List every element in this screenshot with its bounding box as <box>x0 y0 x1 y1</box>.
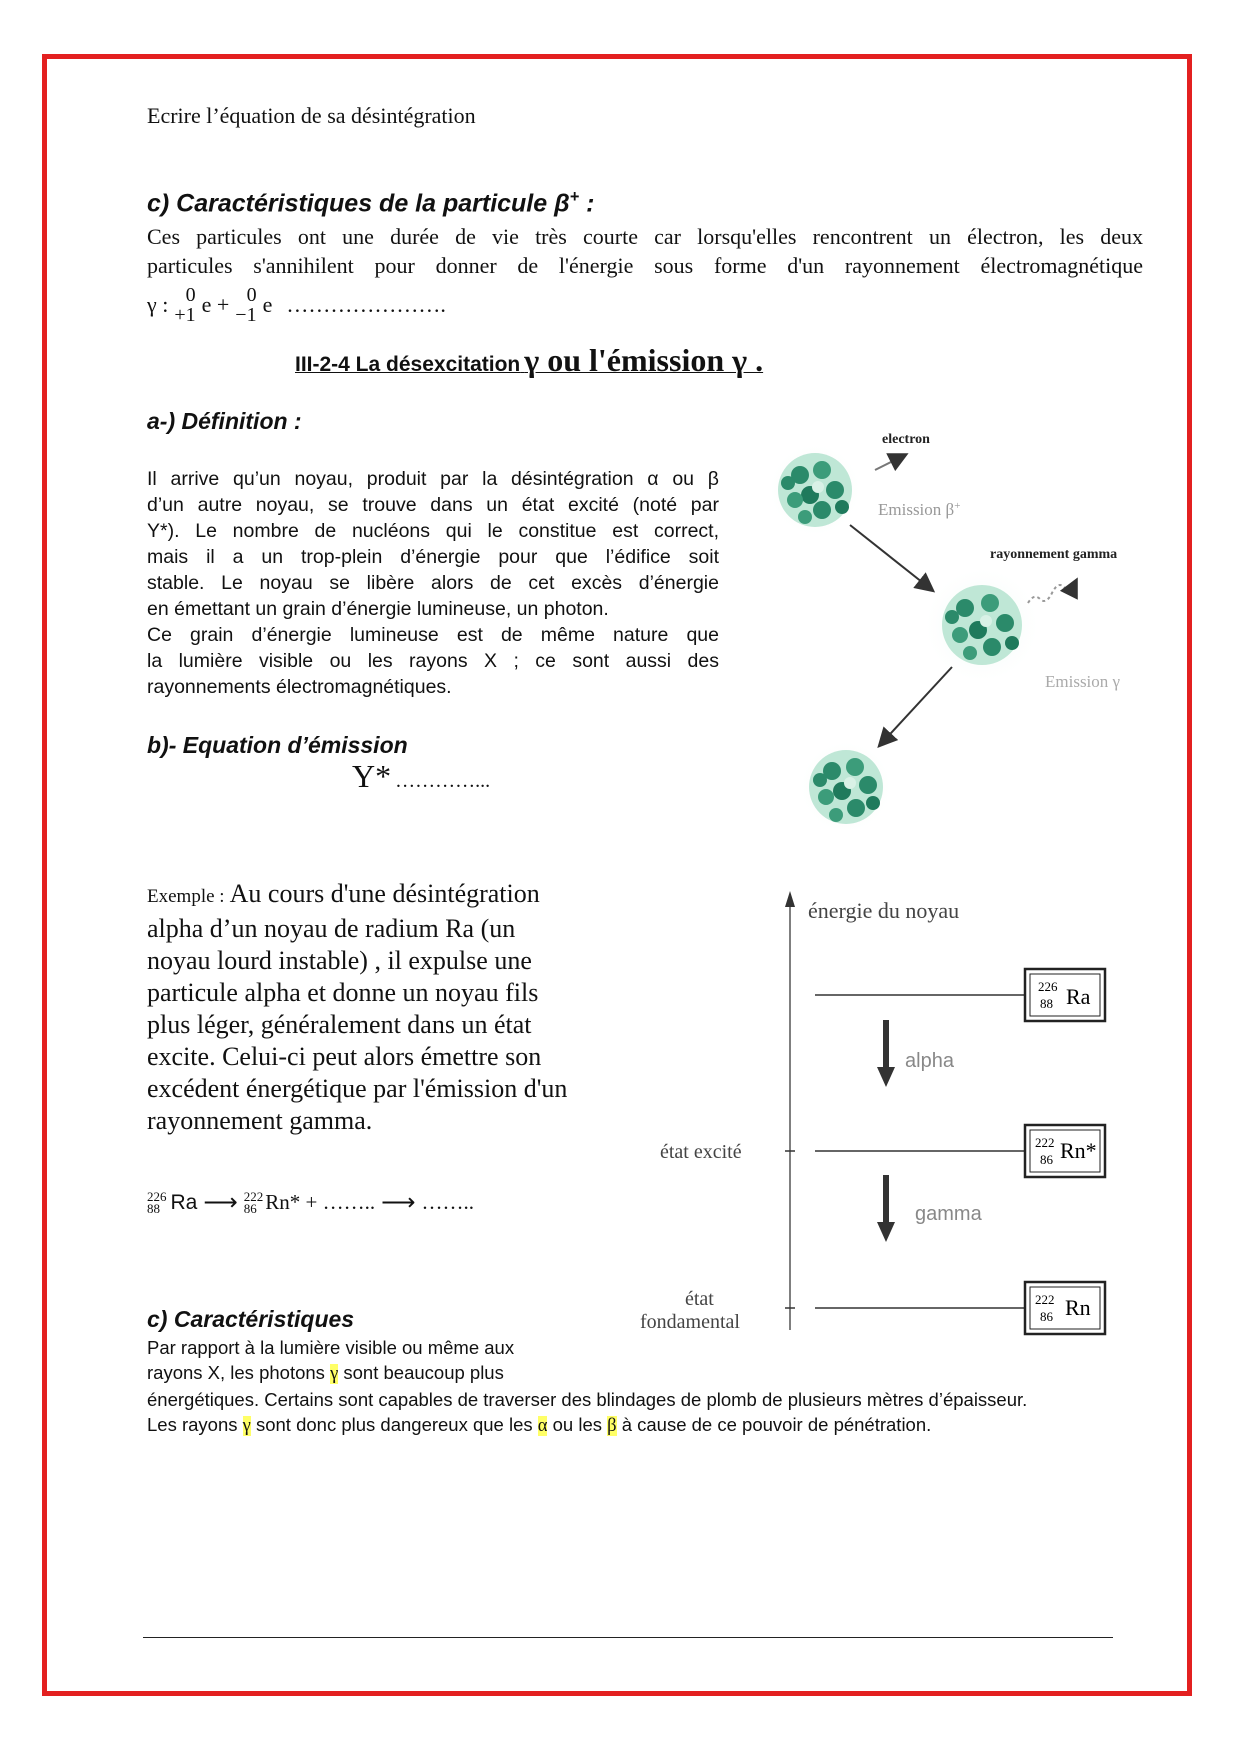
reaction-end-dots: …….. <box>421 1190 475 1214</box>
label-gamma-ray: rayonnement gamma <box>990 547 1118 562</box>
beta-heading-text: c) Caractéristiques de la particule β <box>147 189 570 218</box>
excited-nucleus-icon <box>922 565 1042 685</box>
decay-arrow-1 <box>850 525 932 590</box>
electron-mass: 0 <box>246 284 257 306</box>
ground-nucleus-icon <box>798 739 894 835</box>
alpha-arrow-icon <box>877 1067 895 1087</box>
label-emission-beta-text: Emission β <box>878 500 955 519</box>
label-emission-gamma: Emission γ <box>1045 672 1121 691</box>
radon-atomic: 86 <box>243 1200 257 1216</box>
alpha-symbol: α <box>537 1416 548 1436</box>
definition-line: Il arrive qu’un noyau, produit par la désintégration α ou β <box>147 468 719 490</box>
section-title <box>295 342 763 379</box>
state-ground-label-2: fondamental <box>640 1311 740 1333</box>
level-rn-excited-mass: 222 <box>1035 1135 1055 1150</box>
section-title-part2: γ ou l'émission γ . <box>524 342 764 378</box>
radium-symbol: Ra <box>170 1190 198 1214</box>
level-ra-box <box>1025 969 1105 1021</box>
level-rn-excited-symbol: Rn* <box>1060 1138 1097 1163</box>
example-line: noyau lourd instable) , il expulse une <box>147 946 532 975</box>
example-line: alpha d’un noyau de radium Ra (un <box>147 914 516 943</box>
decay-arrow-2 <box>880 667 952 745</box>
label-emission-beta <box>878 500 960 519</box>
equation-dots: …………………. <box>286 292 446 317</box>
emission-equation-dots: …………... <box>395 770 491 792</box>
level-ra-symbol: Ra <box>1066 984 1091 1009</box>
example-line: particule alpha et donne un noyau fils <box>147 978 539 1007</box>
characteristics-line2-b: sont beaucoup plus <box>338 1362 504 1383</box>
footer-rule <box>143 1637 1113 1638</box>
emission-diagram <box>760 425 1160 845</box>
electron-charge: −1 <box>235 304 257 326</box>
radon-numbers <box>243 1188 264 1216</box>
level-rn-ground-mass: 222 <box>1035 1292 1055 1307</box>
example-line: rayonnement gamma. <box>147 1106 373 1135</box>
characteristics-line <box>147 1412 1137 1439</box>
positron-numbers <box>174 285 195 325</box>
level-ra-atomic: 88 <box>1040 996 1053 1011</box>
level-rn-excited-atomic: 86 <box>1040 1152 1053 1167</box>
radium-mass: 226 <box>147 1188 167 1204</box>
definition-heading: a-) Définition : <box>147 408 302 434</box>
energy-axis-arrow-icon <box>785 891 795 907</box>
characteristics-text <box>147 1335 1137 1439</box>
level-rn-ground-symbol: Rn <box>1065 1295 1091 1320</box>
beta-heading <box>147 188 594 218</box>
beta-heading-sup: + <box>569 188 580 206</box>
section-title-part1: III-2-4 La désexcitation <box>295 353 521 376</box>
energy-axis-label: énergie du noyau <box>808 898 960 923</box>
transition-alpha-label: alpha <box>905 1050 954 1072</box>
example-text <box>147 878 617 1137</box>
definition-line: Y*). Le nombre de nucléons qui le constitue est correct, <box>147 520 719 542</box>
label-electron: electron <box>882 432 930 447</box>
positron-symbol: e + <box>201 292 230 317</box>
beta-symbol: β <box>607 1416 617 1436</box>
reaction-arrow-1: ⟶ <box>203 1190 238 1216</box>
characteristics-line4-b: sont donc plus dangereux que les <box>250 1414 538 1435</box>
example-label: Exemple : <box>147 886 225 907</box>
definition-text <box>147 466 719 700</box>
beta-paragraph-line2: particules s'annihilent pour donner de l'énergie sous forme d'un rayonnement électromagnétique <box>147 253 1143 278</box>
state-ground-label-1: état <box>685 1288 714 1310</box>
beta-heading-suffix: : <box>579 189 595 218</box>
definition-line: Ce grain d’énergie lumineuse est de même nature que <box>147 624 719 646</box>
gamma-symbol: γ <box>330 1364 339 1384</box>
example-line: excédent énergétique par l'émission d'un <box>147 1074 568 1103</box>
definition-line: la lumière visible ou les rayons X ; ce sont aussi des <box>147 650 719 672</box>
parent-nucleus-icon <box>767 442 863 538</box>
characteristics-line: énergétiques. Certains sont capables de traverser des blindages de plomb de plusieurs mètres d’épaisseur. <box>147 1389 1028 1410</box>
positron-mass: 0 <box>185 284 196 306</box>
excited-nucleus-symbol: Y* <box>352 758 392 794</box>
emission-heading: b)- Equation d’émission <box>147 732 408 758</box>
radon-excited-symbol: Rn* + …….. <box>265 1190 376 1214</box>
transition-gamma-label: gamma <box>915 1203 982 1225</box>
definition-line: rayonnements électromagnétiques. <box>147 676 452 698</box>
annihilation-equation <box>147 285 446 325</box>
definition-line: d’un autre noyau, se trouve dans un état excité (noté par <box>147 494 719 516</box>
electron-arrow <box>875 455 905 470</box>
intro-text: Ecrire l’équation de sa désintégration <box>147 103 476 128</box>
radium-numbers <box>147 1188 167 1216</box>
state-excited-label: état excité <box>660 1141 742 1163</box>
characteristics-line2-a: rayons X, les photons <box>147 1362 331 1383</box>
electron-symbol: e <box>262 292 273 317</box>
example-line: Au cours d'une désintégration <box>229 879 540 908</box>
characteristics-heading: c) Caractéristiques <box>147 1306 355 1332</box>
electron-numbers <box>235 285 256 325</box>
characteristics-line <box>147 1360 1137 1387</box>
emission-equation <box>352 758 490 795</box>
definition-line: stable. Le noyau se libère alors de cet excès d’énergie <box>147 572 719 594</box>
label-emission-beta-sup: + <box>954 500 961 512</box>
characteristics-line4-d: à cause de ce pouvoir de pénétration. <box>616 1414 932 1435</box>
gamma-arrow-icon <box>877 1222 895 1242</box>
definition-line: en émettant un grain d’énergie lumineuse, un photon. <box>147 598 609 620</box>
radium-atomic: 88 <box>147 1200 160 1216</box>
gamma-symbol: γ <box>242 1416 251 1436</box>
level-rn-ground-atomic: 86 <box>1040 1309 1053 1324</box>
positron-charge: +1 <box>174 304 196 326</box>
example-line: plus léger, généralement dans un état <box>147 1010 532 1039</box>
example-line: excite. Celui-ci peut alors émettre son <box>147 1042 542 1071</box>
characteristics-line: Par rapport à la lumière visible ou même aux <box>147 1337 515 1358</box>
reaction-arrow-2: ⟶ <box>381 1190 416 1216</box>
level-ra-mass: 226 <box>1038 979 1058 994</box>
beta-paragraph-line1: Ces particules ont une durée de vie très courte car lorsqu'elles rencontrent un électron, les deux <box>147 224 1143 249</box>
definition-line: mais il a un trop-plein d’énergie pour que l’édifice soit <box>147 546 719 568</box>
energy-level-diagram <box>640 885 1120 1345</box>
characteristics-line4-c: ou les <box>547 1414 608 1435</box>
eq-gamma: γ : <box>147 292 169 317</box>
radium-decay-equation <box>147 1188 474 1217</box>
characteristics-line4-a: Les rayons <box>147 1414 243 1435</box>
radon-mass: 222 <box>243 1188 264 1204</box>
